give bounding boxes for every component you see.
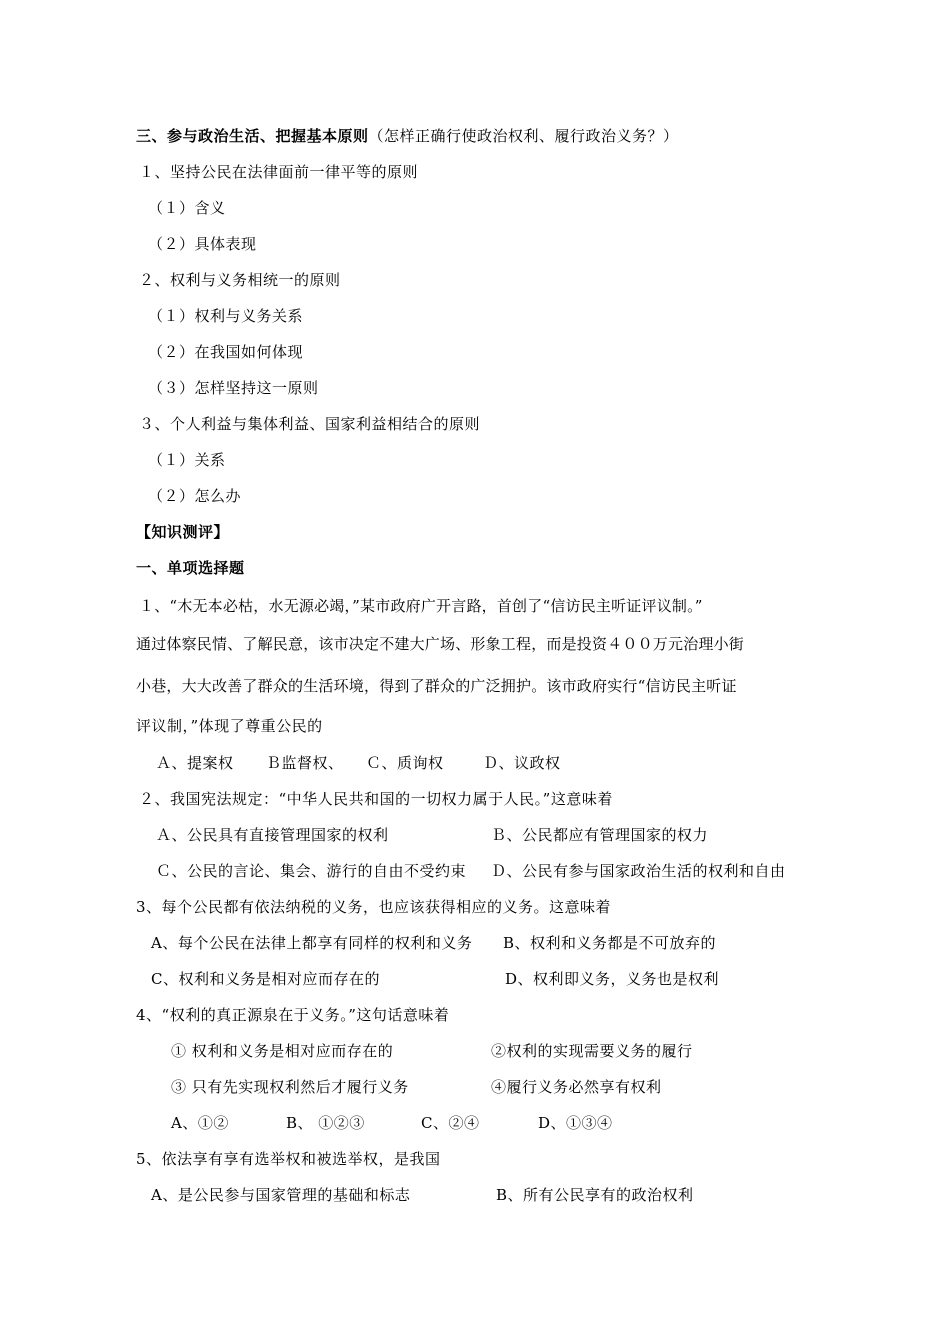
q2-option-d: Ｄ、公民有参与国家政治生活的权利和自由 [491, 862, 786, 880]
principle-3-item: （２）怎么办 [148, 487, 242, 505]
principle-2-item: （２）在我国如何体现 [148, 343, 304, 361]
q1-stem-line: 小巷，大大改善了群众的生活环境，得到了群众的广泛拥护。该市政府实行“信访民主听证 [136, 677, 737, 695]
q4-statement-4: ④履行义务必然享有权利 [491, 1078, 662, 1096]
test-subheading: 一、单项选择题 [136, 559, 245, 577]
principle-1-title: １、坚持公民在法律面前一律平等的原则 [139, 163, 419, 181]
q3-option-b: B、权利和义务都是不可放弃的 [503, 934, 717, 952]
q2-option-a: Ａ、公民具有直接管理国家的权利 [156, 826, 389, 844]
q3-option-c: C、权利和义务是相对应而存在的 [151, 970, 380, 988]
principle-1-item: （２）具体表现 [148, 235, 257, 253]
q4-option-c: C、②④ [421, 1114, 480, 1132]
principle-1-item: （１）含义 [148, 199, 226, 217]
q1-option-d: Ｄ、议政权 [483, 754, 561, 772]
q5-option-a: A、是公民参与国家管理的基础和标志 [151, 1186, 411, 1204]
q3-stem: 3、每个公民都有依法纳税的义务，也应该获得相应的义务。这意味着 [136, 898, 612, 916]
principle-3-item: （１）关系 [148, 451, 226, 469]
q5-option-b: B、所有公民享有的政治权利 [496, 1186, 694, 1204]
q5-stem: 5、依法享有享有选举权和被选举权，是我国 [136, 1150, 441, 1168]
principle-2-item: （１）权利与义务关系 [148, 307, 304, 325]
q1-stem-line: 评议制，”体现了尊重公民的 [136, 717, 323, 735]
q4-statement-2: ②权利的实现需要义务的履行 [491, 1042, 693, 1060]
q4-option-b: B、 ①②③ [286, 1114, 365, 1132]
q1-option-a: Ａ、提案权 [156, 754, 234, 772]
q1-option-b: Ｂ监督权、 [266, 754, 344, 772]
section-heading [136, 126, 679, 146]
q4-statement-1: ① 权利和义务是相对应而存在的 [171, 1042, 394, 1060]
q4-statement-3: ③ 只有先实现权利然后才履行义务 [171, 1078, 409, 1096]
q3-option-d: D、权利即义务，义务也是权利 [505, 970, 720, 988]
principle-2-title: ２、权利与义务相统一的原则 [139, 271, 341, 289]
q3-option-a: A、每个公民在法律上都享有同样的权利和义务 [151, 934, 473, 952]
q1-stem-line: １、“木无本必枯，水无源必竭，”某市政府广开言路，首创了“信访民主听证评议制。” [139, 597, 703, 615]
q4-option-d: D、①③④ [538, 1114, 613, 1132]
q1-option-c: Ｃ、质询权 [366, 754, 444, 772]
principle-2-item: （３）怎样坚持这一原则 [148, 379, 319, 397]
q1-stem-line: 通过体察民情、了解民意，该市决定不建大广场、形象工程，而是投资４００万元治理小街 [136, 635, 745, 653]
q2-option-b: Ｂ、公民都应有管理国家的权力 [491, 826, 709, 844]
section-heading-bold: 三、参与政治生活、把握基本原则 [136, 127, 369, 145]
q4-stem: 4、“权利的真正源泉在于义务。”这句话意味着 [136, 1006, 450, 1024]
q4-option-a: A、①② [171, 1114, 229, 1132]
test-heading: 【知识测评】 [136, 523, 230, 541]
section-heading-note: （怎样正确行使政治权利、履行政治义务？） [368, 127, 679, 145]
q2-option-c: Ｃ、公民的言论、集会、游行的自由不受约束 [156, 862, 467, 880]
principle-3-title: ３、个人利益与集体利益、国家利益相结合的原则 [139, 415, 481, 433]
q2-stem: ２、我国宪法规定：“中华人民共和国的一切权力属于人民。”这意味着 [139, 790, 613, 808]
